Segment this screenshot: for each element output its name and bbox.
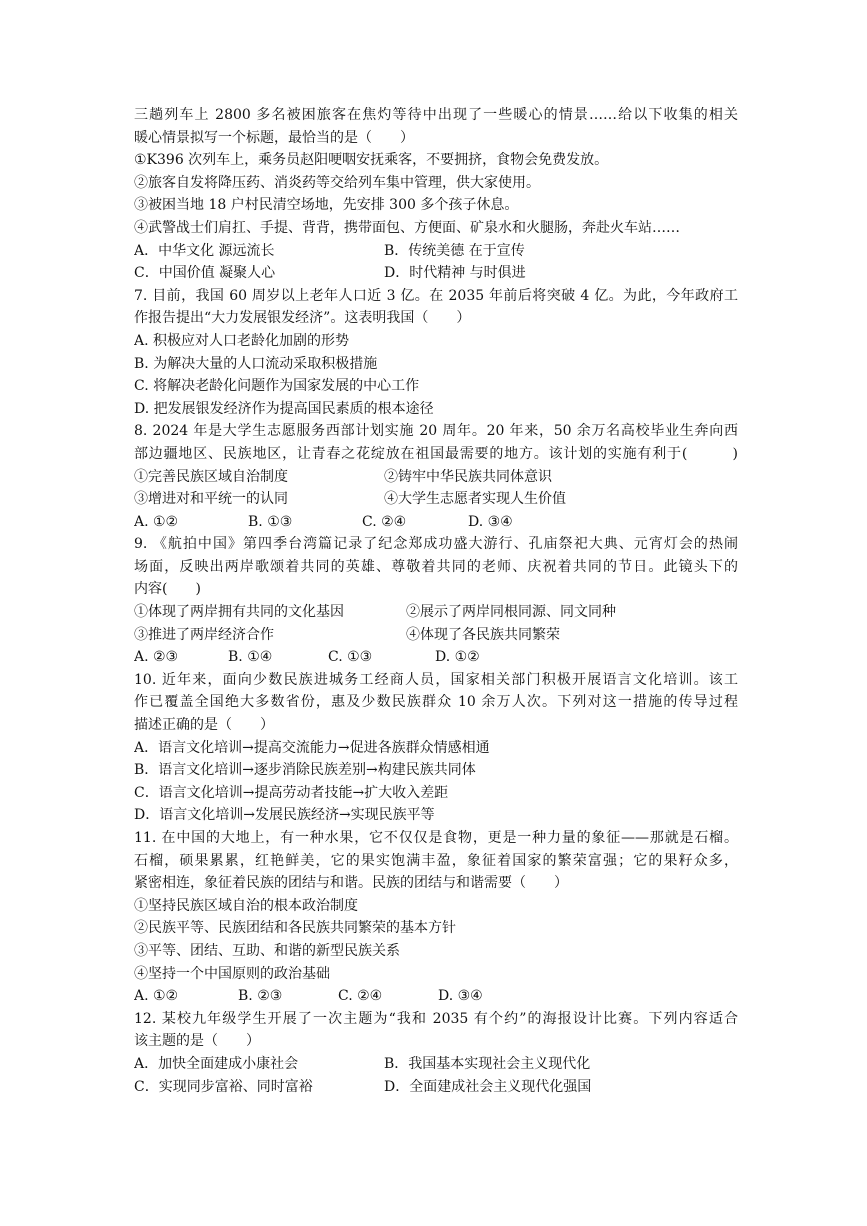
q9-statement-2: ②展示了两岸同根同源、同文同种 (406, 604, 616, 621)
q8-statement-4: ④大学生志愿者实现人生价值 (384, 491, 566, 508)
q11-statement-1: ①坚持民族区域自治的根本政治制度 (134, 897, 358, 914)
question-content (134, 104, 738, 1098)
q10-stem-line-3: 描述正确的是（ ） (134, 717, 274, 734)
q12-option-a[interactable]: A．加快全面建成小康社会 (134, 1055, 299, 1072)
q6-options-cd (134, 262, 738, 285)
q9-stem-line-3: 内容( ) (134, 581, 201, 598)
q6-scene-1: ①K396 次列车上，乘务员赵阳哽咽安抚乘客，不要拥挤，食物会免费发放。 (134, 152, 609, 169)
q11-stem-line-2: 石榴，硕果累累，红艳鲜美，它的果实饱满丰盈，象征着国家的繁荣富强；它的果籽众多， (134, 852, 738, 869)
q12-options-cd (134, 1076, 738, 1099)
q6-option-c[interactable]: C．中国价值 凝聚人心 (134, 265, 276, 282)
q8-statement-3: ③增进对和平统一的认同 (134, 491, 288, 508)
q10-option-c[interactable]: C．语言文化培训→提高劳动者技能→扩大收入差距 (134, 784, 449, 801)
q6-option-b[interactable]: B．传统美德 在于宣传 (384, 242, 525, 259)
q6-options-ab (134, 240, 738, 263)
q11-option-c[interactable]: C. ②④ (338, 988, 383, 1005)
q12-stem-line-1: 12. 某校九年级学生开展了一次主题为“我和 2035 有个约”的海报设计比赛。下列内容适合 (134, 1010, 738, 1027)
q9-statement-1: ①体现了两岸拥有共同的文化基因 (134, 604, 344, 621)
q7-option-c[interactable]: C. 将解决老龄化问题作为国家发展的中心工作 (134, 378, 420, 395)
q11-statement-3: ③平等、团结、互助、和谐的新型民族关系 (134, 942, 400, 959)
q6-scene-4: ④武警战士们肩扛、手提、背背，携带面包、方便面、矿泉水和火腿肠，奔赴火车站…… (134, 219, 680, 236)
q8-option-c[interactable]: C. ②④ (362, 513, 407, 530)
q11-statement-4: ④坚持一个中国原则的政治基础 (134, 965, 330, 982)
q8-statements-12 (134, 466, 738, 489)
q8-option-d[interactable]: D. ③④ (468, 513, 513, 530)
q9-option-b[interactable]: B. ①④ (228, 649, 273, 666)
q10-stem-line-2: 作已覆盖全国绝大多数省份，惠及少数民族群众 10 余万人次。下列对这一措施的传导过程 (134, 694, 738, 711)
q11-stem-line-1: 11. 在中国的大地上，有一种水果，它不仅仅是食物，更是一种力量的象征——那就是石榴。 (134, 830, 738, 846)
q11-options (134, 985, 738, 1008)
q11-option-a[interactable]: A. ①② (134, 988, 179, 1005)
q6-option-d[interactable]: D．时代精神 与时俱进 (384, 265, 526, 282)
q12-option-d[interactable]: D．全面建成社会主义现代化强国 (384, 1078, 592, 1095)
q11-stem-line-3: 紧密相连，象征着民族的团结与和谐。民族的团结与和谐需要（ ） (134, 875, 568, 892)
q9-statement-3: ③推进了两岸经济合作 (134, 626, 274, 643)
q9-stem-line-1: 9. 《航拍中国》第四季台湾篇记录了纪念郑成功盛大游行、孔庙祭祀大典、元宵灯会的热闹 (134, 536, 738, 553)
q7-option-d[interactable]: D. 把发展银发经济作为提高国民素质的根本途径 (134, 400, 434, 417)
q10-option-b[interactable]: B．语言文化培训→逐步消除民族差别→构建民族共同体 (134, 762, 476, 779)
q8-option-b[interactable]: B. ①③ (248, 513, 293, 530)
q7-option-a[interactable]: A. 积极应对人口老龄化加剧的形势 (134, 332, 350, 349)
q9-options (134, 646, 738, 669)
q9-stem-line-2: 场面，反映出两岸歌颂着共同的英雄、尊敬着共同的老师、庆祝着共同的节日。此镜头下的 (134, 558, 738, 575)
q11-option-b[interactable]: B. ②③ (238, 988, 283, 1005)
q8-option-a[interactable]: A. ①② (134, 513, 179, 530)
q9-statements-12 (134, 601, 738, 624)
q8-statements-34 (134, 488, 738, 511)
q12-options-ab (134, 1053, 738, 1076)
q11-statement-2: ②民族平等、民族团结和各民族共同繁荣的基本方针 (134, 920, 456, 937)
q6-stem-line-1: 三趟列车上 2800 多名被困旅客在焦灼等待中出现了一些暖心的情景……给以下收集的相关 (134, 107, 738, 123)
q12-option-b[interactable]: B．我国基本实现社会主义现代化 (384, 1055, 591, 1072)
q8-stem-line-2: 部边疆地区、民族地区，让青春之花绽放在祖国最需要的地方。该计划的实施有利于( ) (134, 445, 738, 462)
q12-option-c[interactable]: C．实现同步富裕、同时富裕 (134, 1078, 313, 1095)
q10-option-d[interactable]: D．语言文化培训→发展民族经济→实现民族平等 (134, 807, 435, 824)
q6-scene-3: ③被困当地 18 户村民清空场地，先安排 300 多个孩子休息。 (134, 197, 519, 214)
q9-statements-34 (134, 624, 738, 647)
q9-option-d[interactable]: D. ①② (435, 649, 480, 666)
q11-option-d[interactable]: D. ③④ (438, 988, 483, 1005)
q8-statement-1: ①完善民族区域自治制度 (134, 468, 288, 485)
q6-option-a[interactable]: A．中华文化 源远流长 (134, 242, 275, 259)
q9-option-a[interactable]: A. ②③ (134, 649, 179, 666)
q7-stem-line-2: 作报告提出“大力发展银发经济”。这表明我国（ ） (134, 310, 471, 327)
q10-option-a[interactable]: A．语言文化培训→提高交流能力→促进各族群众情感相通 (134, 739, 490, 756)
q7-stem-line-1: 7. 目前，我国 60 周岁以上老年人口近 3 亿。在 2035 年前后将突破 4 亿。为此，今年政府工 (134, 287, 738, 304)
q6-scene-2: ②旅客自发将降压药、消炎药等交给列车集中管理，供大家使用。 (134, 174, 540, 191)
q8-stem-line-1: 8. 2024 年是大学生志愿服务西部计划实施 20 周年。20 年来，50 余万名高校毕业生奔向西 (134, 423, 738, 440)
q7-option-b[interactable]: B. 为解决大量的人口流动采取积极措施 (134, 355, 378, 372)
q6-stem-line-2: 暖心情景拟写一个标题，最恰当的是（ ） (134, 129, 414, 146)
q9-statement-4: ④体现了各民族共同繁荣 (406, 626, 560, 643)
q8-statement-2: ②铸牢中华民族共同体意识 (384, 468, 552, 485)
q10-stem-line-1: 10. 近年来，面向少数民族进城务工经商人员，国家相关部门积极开展语言文化培训。该工 (134, 671, 738, 688)
q9-option-c[interactable]: C. ①③ (328, 649, 373, 666)
q12-stem-line-2: 该主题的是（ ） (134, 1033, 260, 1050)
q8-options (134, 511, 738, 534)
